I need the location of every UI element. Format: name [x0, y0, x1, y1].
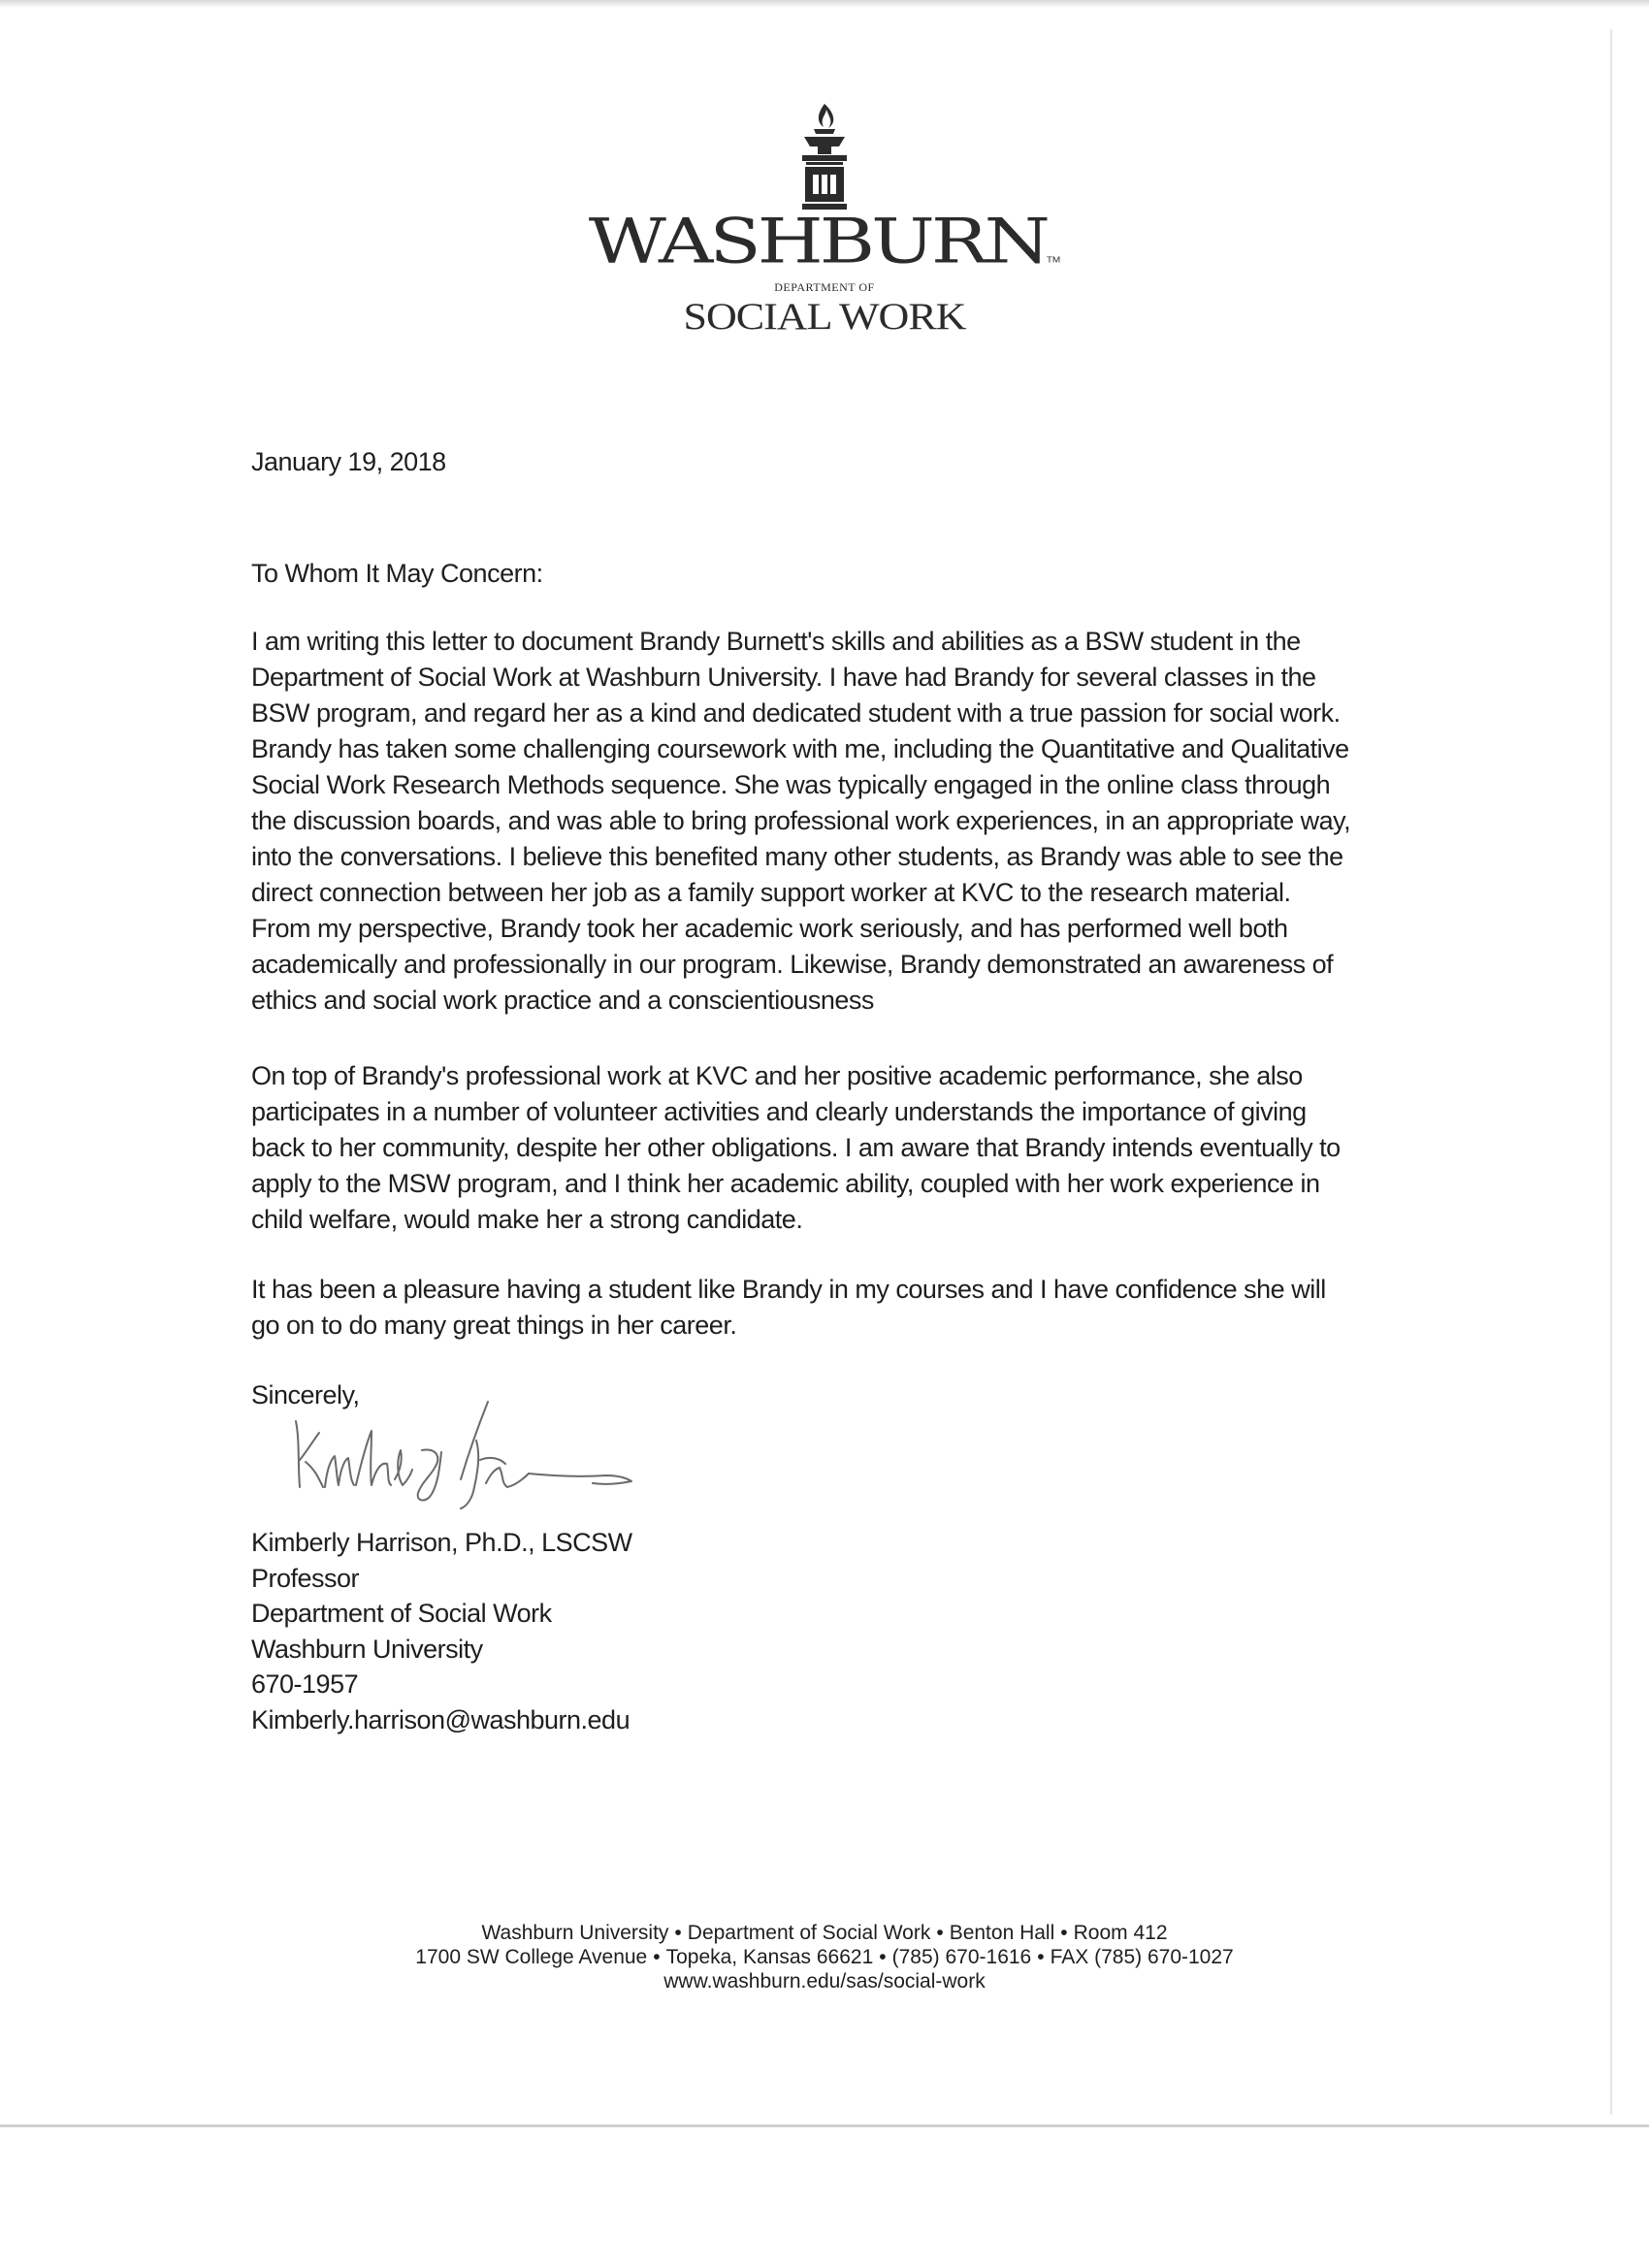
scan-right-edge: [1610, 29, 1612, 2115]
footer-website: www.washburn.edu/sas/social-work: [663, 1970, 986, 1993]
footer-line-2: 1700 SW College Avenue • Topeka, Kansas 66621 • (785) 670-1616 • FAX (785) 670-1027: [415, 1946, 1234, 1968]
department-name: SOCIAL WORK: [683, 294, 966, 338]
scan-bottom-edge: [0, 2124, 1649, 2127]
department-of-label: DEPARTMENT OF: [774, 280, 875, 294]
paragraph: It has been a pleasure having a student like Brandy in my courses and I have confidence she will go on to do many great things in her career.: [251, 1275, 1326, 1340]
torch-icon: [781, 102, 868, 213]
signer-name: Kimberly Harrison, Ph.D., LSCSW: [251, 1528, 632, 1557]
footer-line-1: Washburn University • Department of Social Work • Benton Hall • Room 412: [481, 1922, 1168, 1944]
signer-phone: 670-1957: [251, 1669, 359, 1699]
signer-institution: Washburn University: [251, 1634, 483, 1664]
paragraph: On top of Brandy's professional work at KVC and her positive academic performance, she also participates in a number of volunteer activities and clearly understands the importance of giving back to her community, despite her other obligations. I am aware that Brandy intends eventually to apply to the MSW program, and I think her academic ability, coupled with her work experience in child welfare, would make her a strong candidate.: [251, 1061, 1341, 1234]
signer-title: Professor: [251, 1563, 360, 1593]
letter-body: [251, 444, 1415, 1409]
signer-email: Kimberly.harrison@washburn.edu: [251, 1704, 630, 1734]
washburn-wordmark: WASHBURNTM: [588, 206, 1061, 277]
letter-date: January 19, 2018: [251, 447, 446, 476]
signer-department: Department of Social Work: [251, 1599, 552, 1628]
letterhead-footer: [242, 1921, 1406, 1993]
handwritten-signature: [286, 1392, 694, 1518]
closing: Sincerely,: [251, 1380, 360, 1409]
signature-block: [251, 1525, 632, 1737]
scan-top-edge: [0, 0, 1649, 8]
salutation: To Whom It May Concern:: [251, 559, 543, 588]
letterhead: [582, 102, 1067, 344]
paragraph: I am writing this letter to document Brandy Burnett's skills and abilities as a BSW student in the Department of Social Work at Washburn University. I have had Brandy for several classes in the BSW program, and regard her as a kind and dedicated student with a true passion for social work. Brandy has taken some challenging coursework with me, including the Quantitative and Qualitative Social Work Research Methods sequence. She was typically engaged in the online class through the discussion boards, and was able to bring professional work experiences, in an appropriate way, into the conversations. I believe this benefited many other students, as Brandy was able to see the direct connection between her job as a family support worker at KVC to the research material. From my perspective, Brandy took her academic work seriously, and has performed well both academically and professionally in our program. Likewise, Brandy demonstrated an awareness of ethics and social work practice and a conscientiousness: [251, 627, 1351, 1015]
